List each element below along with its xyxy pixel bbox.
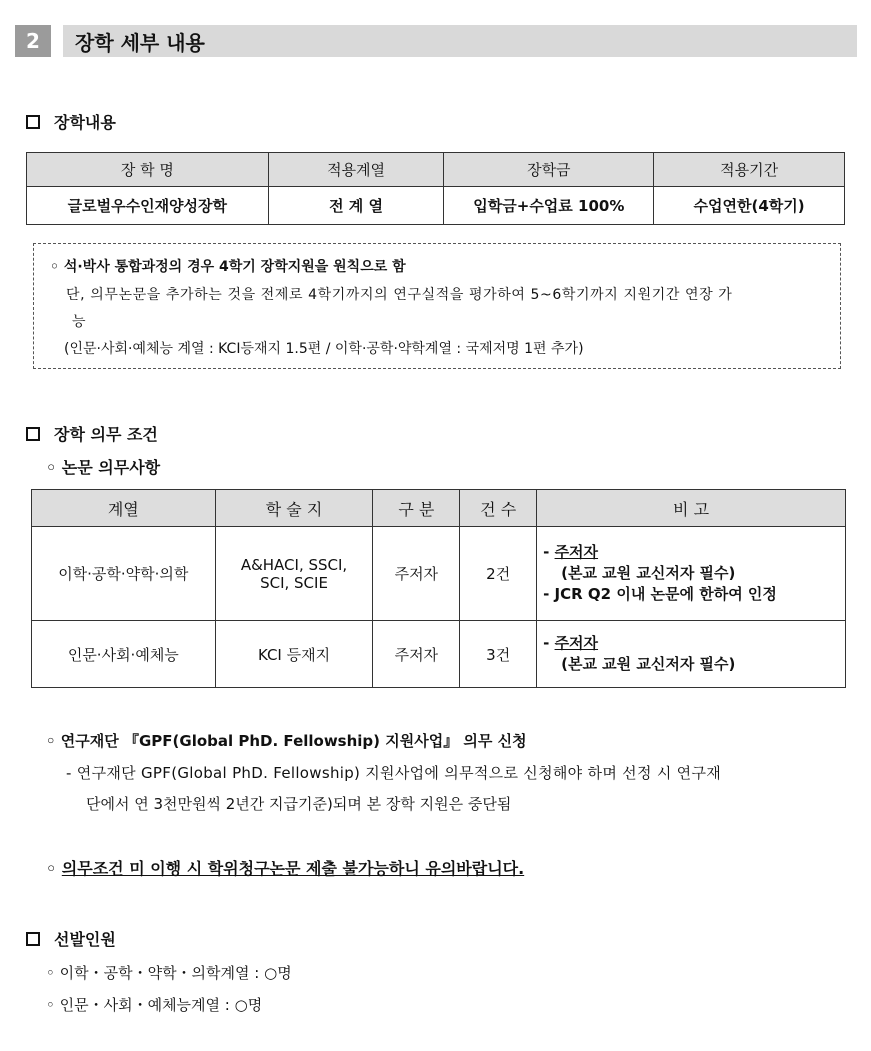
heading-text: 장학 의무 조건 <box>54 425 158 444</box>
cell-count: 2건 <box>460 527 537 621</box>
heading-scholarship-content <box>26 110 116 133</box>
gpf-line-2: 단에서 연 3천만원씩 2년간 지급기준)되며 본 장학 지원은 중단됨 <box>86 795 512 813</box>
heading-text: 장학내용 <box>54 113 116 132</box>
warning-text: 의무조건 미 이행 시 학위청구논문 제출 불가능하니 유의바랍니다. <box>61 859 525 878</box>
col-header-remark: 비 고 <box>537 490 846 527</box>
cell-field: 이학·공학·약학·의학 <box>32 527 216 621</box>
col-header-count: 건 수 <box>460 490 537 527</box>
warning-line <box>46 856 524 879</box>
cell-count: 3건 <box>460 621 537 688</box>
cell-name: 글로벌우수인재양성장학 <box>27 187 269 225</box>
remark-line: (본교 교원 교신저자 필수) <box>561 655 736 673</box>
cell-amount: 입학금+수업료 100% <box>444 187 654 225</box>
journal-line: SCI, SCIE <box>260 573 328 592</box>
cell-remark <box>537 621 846 688</box>
col-header-amount: 장학금 <box>444 153 654 187</box>
note-line-4: (인문·사회·예체능 계열 : KCI등재지 1.5편 / 이학·공학·약학계열 : 국제저명 1편 추가) <box>64 341 584 357</box>
paper-requirements-table <box>31 489 846 688</box>
sub-heading-paper: ◦ 논문 의무사항 <box>46 458 161 477</box>
cell-field: 전 계 열 <box>268 187 444 225</box>
col-header-period: 적용기간 <box>654 153 845 187</box>
heading-text: 선발인원 <box>54 930 116 949</box>
table-row <box>32 527 846 621</box>
col-header-field: 계열 <box>32 490 216 527</box>
checkbox-square-icon <box>26 427 40 441</box>
cell-type: 주저자 <box>373 621 460 688</box>
journal-line: A&HACI, SSCI, <box>240 555 348 574</box>
checkbox-square-icon <box>26 932 40 946</box>
heading-selection <box>26 927 116 950</box>
warning-bullet: ◦ <box>46 859 62 878</box>
col-header-name: 장 학 명 <box>27 153 269 187</box>
table-header-row <box>27 153 845 187</box>
gpf-line-1: - 연구재단 GPF(Global PhD. Fellowship) 지원사업에 의무적으로 신청해야 하며 선정 시 연구재 <box>66 764 722 782</box>
remark-main-author: 주저자 <box>554 543 599 561</box>
col-header-journal: 학 술 지 <box>215 490 373 527</box>
col-header-type: 구 분 <box>373 490 460 527</box>
remark-main-author: 주저자 <box>554 634 599 652</box>
checkbox-square-icon <box>26 115 40 129</box>
selection-item-humanities: ◦ 인문・사회・예체능계열 : ○명 <box>46 996 263 1014</box>
cell-field: 인문·사회·예체능 <box>32 621 216 688</box>
remark-line: - JCR Q2 이내 논문에 한하여 인정 <box>543 585 777 603</box>
table-header-row <box>32 490 846 527</box>
note-line-3: 능 <box>72 314 86 330</box>
remark-line: (본교 교원 교신저자 필수) <box>561 564 736 582</box>
cell-remark <box>537 527 846 621</box>
remark-dash: - <box>543 634 555 652</box>
remark-dash: - <box>543 543 555 561</box>
cell-period: 수업연한(4학기) <box>654 187 845 225</box>
note-line-2: 단, 의무논문을 추가하는 것을 전제로 4학기까지의 연구실적을 평가하여 5~6학기까지 지원기간 연장 가 <box>66 287 733 303</box>
cell-journal <box>215 527 373 621</box>
gpf-title: ◦ 연구재단 『GPF(Global PhD. Fellowship) 지원사업』 의무 신청 <box>46 732 527 750</box>
section-number: 2 <box>15 25 51 57</box>
section-title: 장학 세부 내용 <box>63 25 857 57</box>
heading-obligations <box>26 422 158 445</box>
cell-type: 주저자 <box>373 527 460 621</box>
scholarship-table <box>26 152 845 225</box>
table-row <box>32 621 846 688</box>
note-line-1: ◦ 석·박사 통합과정의 경우 4학기 장학지원을 원칙으로 함 <box>50 259 406 275</box>
cell-journal: KCI 등재지 <box>215 621 373 688</box>
col-header-field: 적용계열 <box>268 153 444 187</box>
selection-item-science: ◦ 이학・공학・약학・의학계열 : ○명 <box>46 964 292 982</box>
table-row <box>27 187 845 225</box>
